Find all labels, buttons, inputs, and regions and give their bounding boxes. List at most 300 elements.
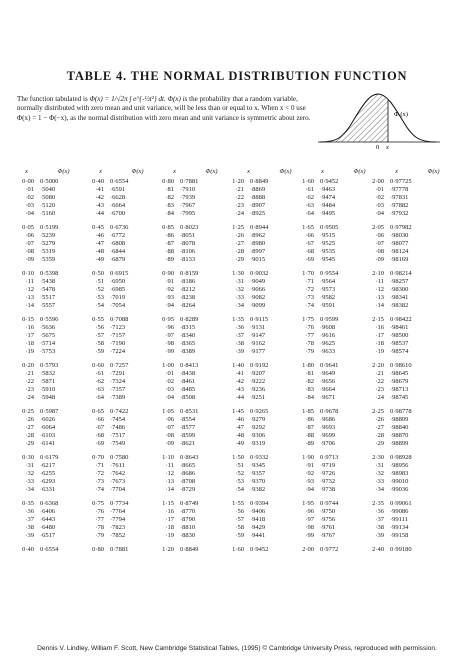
x-value: ·26	[25, 416, 34, 424]
x-value: 1·90	[302, 454, 314, 462]
phi-value: ·9207	[250, 370, 266, 378]
phi-value: ·6808	[110, 239, 126, 247]
phi-value: ·9345	[250, 462, 266, 470]
x-value: ·99	[165, 347, 174, 355]
x-value: ·37	[235, 331, 244, 339]
x-value: ·94	[165, 301, 174, 309]
x-value: 1·95	[302, 500, 314, 508]
phi-value: ·99134	[390, 524, 409, 531]
phi-value: 0·98778	[390, 408, 412, 416]
phi-value: ·8106	[180, 247, 196, 255]
phi-value: ·6517	[40, 531, 56, 539]
x-value: ·88	[165, 247, 174, 255]
table-row	[16, 194, 460, 202]
x-value: ·04	[25, 209, 34, 217]
x-value: ·06	[165, 416, 174, 424]
x-value: ·36	[235, 324, 244, 332]
x-value: 1·45	[232, 408, 244, 416]
x-value: ·08	[165, 431, 174, 439]
x-value: ·54	[235, 485, 244, 493]
phi-value: ·5239	[40, 231, 56, 239]
x-value: 0·45	[92, 224, 104, 232]
x-value: 2·35	[372, 500, 384, 508]
table-row	[16, 256, 460, 264]
phi-value: ·7939	[180, 193, 196, 201]
phi-value: 0·6554	[110, 178, 129, 185]
x-value: ·67	[305, 239, 314, 247]
x-value: ·78	[95, 524, 104, 531]
x-value: ·59	[235, 531, 244, 539]
x-value: ·39	[235, 347, 244, 355]
x-value: ·86	[305, 416, 314, 424]
x-value: ·33	[235, 293, 244, 301]
x-value: ·62	[95, 377, 104, 385]
column-header-x: x	[99, 168, 102, 175]
phi-value: 0·97982	[390, 224, 412, 232]
phi-value: ·8790	[180, 516, 196, 524]
phi-value: ·7823	[110, 524, 126, 531]
phi-value: ·7549	[110, 439, 126, 447]
x-value: 0·15	[22, 316, 34, 324]
x-value: ·64	[95, 393, 104, 401]
x-value: ·49	[235, 439, 244, 447]
x-value: ·27	[375, 424, 384, 432]
phi-value: ·5517	[40, 293, 56, 301]
x-value: ·87	[305, 424, 314, 432]
table-block	[16, 362, 460, 401]
table-row	[16, 294, 460, 302]
x-value: 1·10	[162, 454, 174, 462]
phi-value: ·98124	[390, 247, 409, 255]
phi-value: ·9222	[250, 377, 266, 385]
curve-x-label: x	[386, 144, 389, 151]
phi-value: ·8389	[180, 347, 196, 355]
column-header-x: x	[395, 168, 398, 175]
phi-value: 0·7257	[110, 362, 129, 370]
phi-value: ·5478	[40, 285, 56, 293]
x-value: ·72	[95, 470, 104, 478]
phi-value: 0·9332	[250, 454, 269, 462]
x-value: ·96	[165, 324, 174, 332]
column-header-phi: Φ(x)	[353, 168, 366, 175]
table-blocks	[16, 178, 460, 546]
phi-value: ·98870	[390, 431, 409, 439]
phi-value: 0·99061	[390, 500, 412, 508]
table-row	[16, 432, 460, 440]
table-row	[16, 454, 460, 462]
x-value: ·71	[305, 277, 314, 285]
x-value: 2·05	[372, 224, 384, 232]
table-row	[16, 224, 460, 232]
x-value: ·64	[305, 209, 314, 217]
phi-value: 0·8023	[180, 224, 199, 232]
table-block	[16, 316, 460, 355]
phi-value: ·9429	[250, 524, 266, 531]
x-value: ·02	[25, 193, 34, 201]
x-value: ·68	[95, 431, 104, 439]
phi-value: ·9236	[250, 385, 266, 393]
phi-value: ·5080	[40, 193, 56, 201]
x-value: ·13	[375, 293, 384, 301]
table-row	[16, 248, 460, 256]
x-value: ·44	[235, 393, 244, 401]
phi-value: ·98713	[390, 385, 409, 393]
phi-value: 0·7422	[110, 408, 129, 416]
table-row	[16, 370, 460, 378]
x-value: ·36	[25, 508, 34, 516]
phi-value: ·98300	[390, 285, 409, 293]
x-value: ·28	[375, 431, 384, 439]
phi-value: 0·7088	[110, 316, 129, 324]
phi-value: 0·98422	[390, 316, 412, 324]
phi-value: 0·8289	[180, 316, 199, 324]
x-value: 2·00	[372, 178, 384, 185]
table-row	[16, 500, 460, 508]
phi-value: ·7224	[110, 347, 126, 355]
x-value: ·88	[305, 431, 314, 439]
x-value: ·03	[165, 385, 174, 393]
x-value: ·17	[375, 331, 384, 339]
phi-value: ·6141	[40, 439, 56, 447]
phi-value: ·9515	[320, 231, 336, 239]
x-value: ·37	[375, 516, 384, 524]
phi-value: ·7794	[110, 516, 126, 524]
table-row	[16, 270, 460, 278]
phi-value: ·8438	[180, 370, 196, 378]
phi-value: ·8186	[180, 277, 196, 285]
x-value: ·28	[235, 247, 244, 255]
x-value: ·31	[25, 462, 34, 470]
x-value: 1·25	[232, 224, 244, 232]
phi-value: ·7054	[110, 301, 126, 309]
column-header-phi: Φ(x)	[427, 168, 440, 175]
x-value: 0·80	[92, 546, 104, 554]
phi-value: ·7486	[110, 424, 126, 432]
table-row	[16, 524, 460, 532]
x-value: 1·35	[232, 316, 244, 324]
phi-value: ·9495	[320, 209, 336, 217]
phi-value: ·7995	[180, 209, 196, 217]
x-value: ·13	[165, 477, 174, 485]
x-value: 1·80	[302, 362, 314, 370]
x-value: ·16	[25, 324, 34, 332]
phi-value: ·5160	[40, 209, 56, 217]
x-value: ·37	[25, 516, 34, 524]
phi-value: ·9306	[250, 431, 266, 439]
x-value: ·32	[375, 470, 384, 478]
phi-value: ·7704	[110, 485, 126, 493]
phi-value: ·7357	[110, 385, 126, 393]
phi-value: 0·5793	[40, 362, 59, 370]
phi-value: ·9066	[250, 285, 266, 293]
x-value: 0·05	[22, 224, 34, 232]
x-value: 1·55	[232, 500, 244, 508]
normal-curve-illustration	[318, 86, 448, 152]
phi-value: ·8810	[180, 524, 196, 531]
x-value: 1·50	[232, 454, 244, 462]
curve-zero-label: 0	[376, 144, 380, 151]
phi-value: 0·8643	[180, 454, 199, 462]
column-header-phi: Φ(x)	[57, 168, 70, 175]
phi-value: ·8577	[180, 424, 196, 432]
column-header-phi: Φ(x)	[131, 168, 144, 175]
table-row	[16, 394, 460, 402]
x-value: ·69	[95, 439, 104, 447]
phi-value: ·9767	[320, 531, 336, 539]
phi-value: ·6628	[110, 193, 126, 201]
x-value: ·77	[95, 516, 104, 524]
column-header-phi: Φ(x)	[205, 168, 218, 175]
phi-value: ·9319	[250, 439, 266, 447]
phi-value: ·9649	[320, 370, 336, 378]
phi-value: ·9292	[250, 424, 266, 432]
phi-value: 0·9192	[250, 362, 269, 370]
x-value: ·02	[375, 193, 384, 201]
x-value: 1·15	[162, 500, 174, 508]
phi-value: ·9474	[320, 193, 336, 201]
x-value: ·18	[375, 339, 384, 347]
phi-value: ·6443	[40, 516, 56, 524]
phi-value: 0·9032	[250, 270, 269, 278]
phi-value: 0·6554	[40, 546, 59, 554]
table-header-row	[16, 168, 460, 175]
phi-value: ·9756	[320, 516, 336, 524]
x-value: ·98	[165, 339, 174, 347]
phi-value: 0·9744	[320, 500, 339, 508]
phi-value: ·8888	[250, 193, 266, 201]
x-value: ·43	[95, 201, 104, 209]
phi-value: ·6985	[110, 285, 126, 293]
phi-value: ·6406	[40, 508, 56, 516]
x-value: ·94	[305, 485, 314, 493]
phi-value: ·9671	[320, 393, 336, 401]
x-value: ·09	[165, 439, 174, 447]
x-value: ·61	[305, 185, 314, 193]
phi-value: ·9099	[250, 301, 266, 309]
phi-value: ·7673	[110, 477, 126, 485]
phi-value: 0·7580	[110, 454, 129, 462]
x-value: ·61	[95, 370, 104, 378]
x-value: 0·85	[162, 224, 174, 232]
x-value: 1·75	[302, 316, 314, 324]
x-value: ·26	[375, 416, 384, 424]
phi-value: ·8212	[180, 285, 196, 293]
phi-value: ·9573	[320, 285, 336, 293]
phi-value: ·9706	[320, 439, 336, 447]
x-value: ·46	[235, 416, 244, 424]
x-value: ·23	[375, 385, 384, 393]
x-value: 0·25	[22, 408, 34, 416]
x-value: 1·00	[162, 362, 174, 370]
x-value: ·03	[25, 201, 34, 209]
phi-value: ·7910	[180, 185, 196, 193]
phi-value: ·98983	[390, 470, 409, 478]
phi-value: 0·9394	[250, 500, 269, 508]
x-value: ·82	[165, 193, 174, 201]
phi-value: ·7454	[110, 416, 126, 424]
table-block	[16, 224, 460, 263]
x-value: ·92	[165, 285, 174, 293]
x-value: 1·40	[232, 362, 244, 370]
x-value: 0·65	[92, 408, 104, 416]
phi-value: ·9761	[320, 524, 336, 531]
x-value: ·31	[235, 277, 244, 285]
x-value: ·07	[375, 239, 384, 247]
phi-value: ·5832	[40, 370, 56, 378]
phi-value: ·8461	[180, 377, 196, 385]
phi-value: ·97932	[390, 209, 409, 217]
x-value: 1·60	[302, 178, 314, 185]
x-value: ·12	[25, 285, 34, 293]
phi-value: ·9131	[250, 324, 266, 332]
x-value: 2·40	[372, 546, 384, 554]
x-value: ·89	[165, 255, 174, 263]
x-value: ·73	[95, 477, 104, 485]
normal-distribution-table	[16, 168, 460, 554]
x-value: ·44	[95, 209, 104, 217]
x-value: ·21	[25, 370, 34, 378]
x-value: ·04	[375, 209, 384, 217]
x-value: ·57	[235, 516, 244, 524]
table-row	[16, 462, 460, 470]
x-value: ·33	[25, 477, 34, 485]
x-value: ·67	[95, 424, 104, 432]
table-row	[16, 362, 460, 370]
x-value: ·83	[165, 201, 174, 209]
phi-value: 0·99180	[390, 546, 412, 554]
x-value: ·32	[25, 470, 34, 478]
x-value: ·47	[95, 239, 104, 247]
phi-value: ·9664	[320, 385, 336, 393]
x-value: 0·40	[92, 178, 104, 185]
x-value: ·09	[375, 255, 384, 263]
phi-value: ·9418	[250, 516, 266, 524]
table-block	[16, 270, 460, 309]
phi-value: ·98169	[390, 255, 409, 263]
phi-value: ·8078	[180, 239, 196, 247]
table-block	[16, 178, 460, 217]
column-header-x: x	[247, 168, 250, 175]
phi-value: ·98745	[390, 393, 409, 401]
phi-value: ·5120	[40, 201, 56, 209]
phi-value: ·98679	[390, 377, 409, 385]
x-value: ·89	[305, 439, 314, 447]
x-value: ·24	[375, 393, 384, 401]
x-value: ·29	[235, 255, 244, 263]
x-value: ·58	[95, 339, 104, 347]
x-value: ·27	[235, 239, 244, 247]
phi-value: ·98077	[390, 239, 409, 247]
x-value: ·66	[305, 231, 314, 239]
curve-phi-label: Φ (x)	[394, 111, 408, 118]
phi-value: 0·8531	[180, 408, 199, 416]
phi-value: 0·8749	[180, 500, 199, 508]
x-value: ·29	[25, 439, 34, 447]
phi-value: ·5438	[40, 277, 56, 285]
phi-value: 0·7881	[180, 178, 199, 185]
table-row	[16, 424, 460, 432]
phi-value: ·8770	[180, 508, 196, 516]
x-value: 2·15	[372, 316, 384, 324]
phi-value: ·98956	[390, 462, 409, 470]
x-value: ·31	[375, 462, 384, 470]
x-value: ·22	[25, 377, 34, 385]
x-value: ·56	[95, 324, 104, 332]
phi-value: ·9699	[320, 431, 336, 439]
phi-value: ·9582	[320, 293, 336, 301]
phi-value: ·7764	[110, 508, 126, 516]
x-value: ·23	[235, 201, 244, 209]
x-value: 0·30	[22, 454, 34, 462]
phi-value: ·9616	[320, 331, 336, 339]
x-value: ·13	[25, 293, 34, 301]
x-value: 0·75	[92, 500, 104, 508]
phi-value: ·97882	[390, 201, 409, 209]
x-value: ·39	[375, 531, 384, 539]
phi-value: 0·97725	[390, 178, 412, 185]
x-value: ·62	[305, 193, 314, 201]
phi-value: ·5557	[40, 301, 56, 309]
table-row	[16, 470, 460, 478]
x-value: ·77	[305, 331, 314, 339]
phi-value: ·8708	[180, 477, 196, 485]
x-value: 0·40	[22, 546, 34, 554]
x-value: ·01	[375, 185, 384, 193]
x-value: ·04	[165, 393, 174, 401]
x-value: ·48	[95, 247, 104, 255]
phi-value: 0·7881	[110, 546, 129, 554]
x-value: ·72	[305, 285, 314, 293]
column-header-x: x	[25, 168, 28, 175]
x-value: 0·70	[92, 454, 104, 462]
x-value: ·02	[165, 377, 174, 385]
phi-value: ·97778	[390, 185, 409, 193]
phi-value: ·9625	[320, 339, 336, 347]
phi-value: 0·9452	[250, 546, 269, 554]
phi-value: 0·9554	[320, 270, 339, 278]
phi-value: 0·9641	[320, 362, 339, 370]
table-block	[16, 408, 460, 447]
phi-value: ·9082	[250, 293, 266, 301]
phi-value: ·6480	[40, 524, 56, 531]
table-row	[16, 340, 460, 348]
phi-value: ·98574	[390, 347, 409, 355]
phi-value: ·9564	[320, 277, 336, 285]
table-row	[16, 386, 460, 394]
phi-value: ·6591	[110, 185, 126, 193]
phi-value: 0·9505	[320, 224, 339, 232]
phi-value: ·8485	[180, 385, 196, 393]
x-value: ·16	[375, 324, 384, 332]
table-title: TABLE 4. THE NORMAL DISTRIBUTION FUNCTION	[66, 69, 408, 83]
phi-value: ·98257	[390, 277, 409, 285]
phi-value: 0·8159	[180, 270, 199, 278]
phi-value: ·9738	[320, 485, 336, 493]
x-value: ·81	[165, 185, 174, 193]
phi-value: ·5714	[40, 339, 56, 347]
curve-shaded-area	[320, 94, 388, 142]
x-value: ·11	[165, 462, 174, 470]
x-value: ·01	[165, 370, 174, 378]
x-value: ·71	[95, 462, 104, 470]
phi-value: ·9147	[250, 331, 266, 339]
phi-value: 0·6368	[40, 500, 59, 508]
x-value: 0·10	[22, 270, 34, 278]
x-value: ·54	[95, 301, 104, 309]
phi-value: ·9608	[320, 324, 336, 332]
table-block	[16, 454, 460, 493]
phi-value: ·7190	[110, 339, 126, 347]
